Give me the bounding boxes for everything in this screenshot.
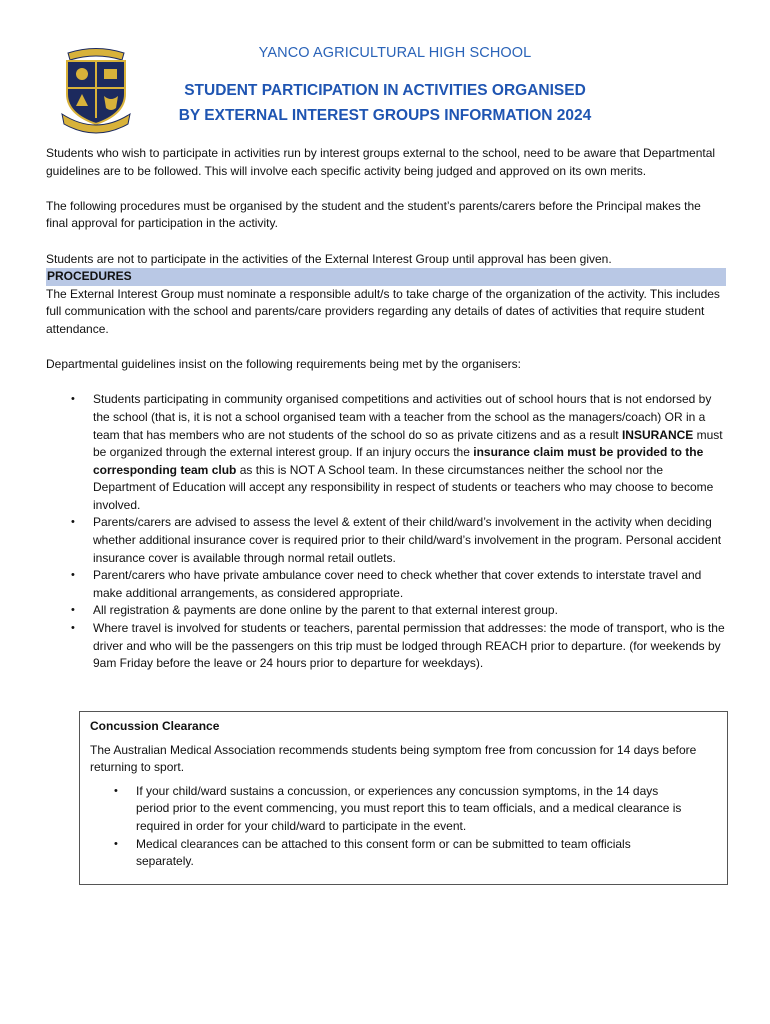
concussion-clearance-box [79,711,728,885]
page-title [140,78,630,128]
page-title-line-2: BY EXTERNAL INTEREST GROUPS INFORMATION 2024 [178,107,592,124]
concussion-title: Concussion Clearance [90,719,220,733]
list-item: • Students participating in community organised competitions and activities out of school hours that is not endorsed by the school (that is, it is not a school organised team with a teacher from the school as the managers/coach) OR in a team that has members who are not students of the school do so as private citizens and as a result INSURANCE must be organized through the external interest group. If an injury occurs the insurance claim must be provided to the corresponding team club as this is NOT A School team. In these circumstances neither the school nor the Department of Education will accept any responsibility in respect of students or teachers who may choose to become involved. [71,392,723,512]
procedures-paragraph-2: Departmental guidelines insist on the following requirements being met by the organisers: [46,357,521,372]
intro-paragraph-1: Students who wish to participate in activities run by interest groups external to the school, need to be aware that Departmental guidelines are to be followed. This will involve each specific activity being judged and approved on its own merits. [46,146,716,178]
intro-paragraph-3: Students are not to participate in the activities of the External Interest Group until approval has been given. [46,251,612,266]
intro-paragraph-2: The following procedures must be organised by the student and the student’s parents/carers before the Principal makes the final approval for participation in the activity. [46,198,701,231]
concussion-intro: The Australian Medical Association recommends students being symptom free from concussion for 14 days before returning to sport. [90,742,697,775]
bullet-icon: • [71,604,75,617]
document-body [46,145,726,673]
school-name: YANCO AGRICULTURAL HIGH SCHOOL [258,45,532,61]
insurance-claim-emphasis: insurance claim must be provided to the corresponding team club [93,445,704,477]
bullet-icon: • [71,393,75,406]
crest-shield-icon [58,44,134,134]
list-item: • Where travel is involved for students or teachers, parental permission that addresses: the mode of transport, who is the driver and who will be the passengers on this trip must be lodged through REACH prior to departure. (for weekends by 9am Friday before the leave or 24 hours prior to departure for weekdays). [71,621,725,671]
list-item: • If your child/ward sustains a concussion, or experiences any concussion symptoms, in the 14 days period prior to the event commencing, you must report this to team officials, and a medical clearance is required in order for your child/ward to participate in the event. [114,783,682,833]
page-title-line-1: STUDENT PARTICIPATION IN ACTIVITIES ORGANISED [184,82,586,99]
bullet-icon: • [71,622,75,635]
concussion-list [90,783,717,871]
bullet-icon: • [71,516,75,529]
list-item: • Parent/carers who have private ambulance cover need to check whether that cover extends to interstate travel and make additional arrangements, as considered appropriate. [71,568,702,600]
list-item: • All registration & payments are done online by the parent to that external interest group. [46,602,726,620]
school-crest-logo [58,44,134,134]
list-item: • Medical clearances can be attached to this consent form or can be submitted to team officials separately. [114,836,631,869]
insurance-emphasis: INSURANCE [621,427,694,442]
requirements-list [46,391,726,673]
bullet-icon: • [114,784,118,797]
procedures-paragraph-1: The External Interest Group must nominate a responsible adult/s to take charge of the organization of the activity. This includes full communication with the school and parents/care providers regarding any details of dates of activities that require student attendance. [46,286,720,336]
bullet-icon: • [114,837,118,850]
list-item: • Parents/carers are advised to assess the level & extent of their child/ward’s involvement in the activity when deciding whether additional insurance cover is required prior to their child/ward’s involvement in the program. Personal accident insurance cover is available through normal retail outlets. [71,515,722,565]
bullet-icon: • [71,569,75,582]
procedures-heading: PROCEDURES [46,268,726,286]
